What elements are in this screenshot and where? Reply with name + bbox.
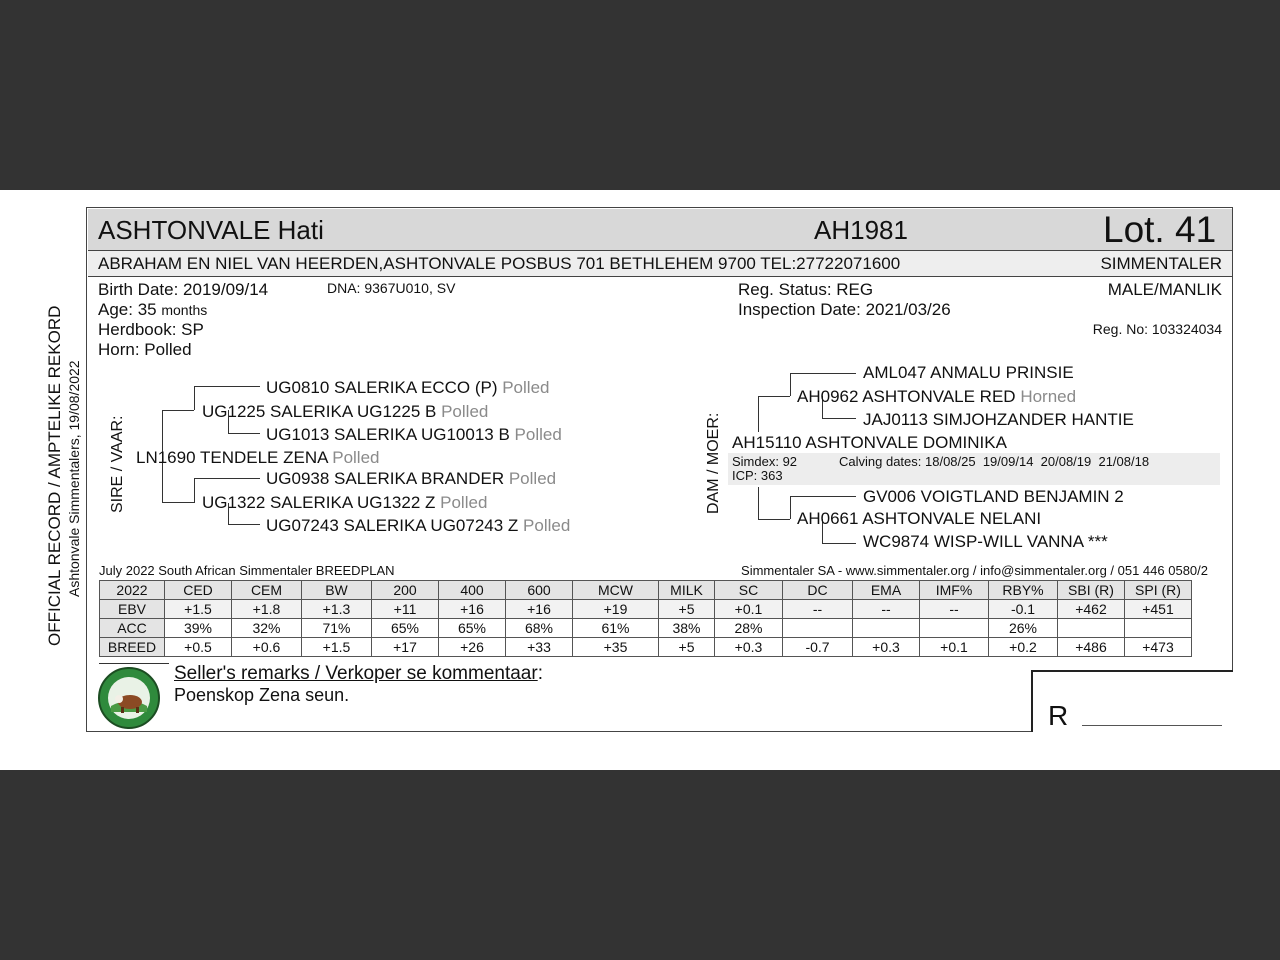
- table-cell: +11: [372, 600, 439, 619]
- horn-status: Polled: [508, 469, 557, 488]
- header-cell: BW: [302, 581, 372, 600]
- ebv-table: [99, 580, 1192, 657]
- dam-connector: [758, 396, 759, 432]
- table-cell: +1.5: [165, 600, 232, 619]
- header-cell: CEM: [232, 581, 302, 600]
- breed-name: SIMMENTALER: [1100, 254, 1222, 273]
- record-source: Ashtonvale Simmentalers, 19/08/2022: [66, 360, 82, 597]
- official-record-label: OFFICIAL RECORD / AMPTELIKE REKORD: [45, 305, 64, 646]
- table-cell: 68%: [506, 619, 573, 638]
- remarks-text: Poenskop Zena seun.: [174, 685, 350, 705]
- dam-connector: [822, 543, 856, 544]
- sire-name: [136, 448, 380, 468]
- dam-connector: [790, 496, 791, 519]
- sire-connector: [194, 478, 195, 503]
- header-cell: EMA: [853, 581, 920, 600]
- header-cell: SC: [715, 581, 783, 600]
- table-cell: 61%: [573, 619, 659, 638]
- lot-number: Lot. 41: [1103, 209, 1217, 250]
- age: [98, 300, 207, 320]
- calving-dates: Calving dates: 18/08/25 19/09/14 20/08/19 21/08/18: [839, 454, 1150, 469]
- dam-dam-sire: GV006 VOIGTLAND BENJAMIN 2: [863, 487, 1124, 506]
- table-header-row: [100, 581, 1192, 600]
- sire-sire-dam: [266, 425, 562, 445]
- dam-connector: [758, 487, 759, 519]
- animal-name: UG1225 SALERIKA UG1225 B: [202, 402, 437, 421]
- header-cell: SBI (R): [1058, 581, 1125, 600]
- owner-address: ABRAHAM EN NIEL VAN HEERDEN,ASHTONVALE POSBUS 701 BETHLEHEM 9700 TEL:27722071600: [98, 254, 901, 273]
- table-cell: +1.8: [232, 600, 302, 619]
- dam-connector: [758, 396, 790, 397]
- pedigree-card: [0, 190, 1280, 770]
- table-cell: 28%: [715, 619, 783, 638]
- sire-sire: [202, 402, 488, 422]
- table-row-acc: [100, 619, 1192, 638]
- table-cell: +5: [659, 600, 715, 619]
- table-cell: +1.5: [302, 638, 372, 657]
- table-cell: -0.1: [989, 600, 1058, 619]
- table-cell: [1125, 619, 1192, 638]
- dam-name: AH15110 ASHTONVALE DOMINIKA: [732, 433, 1007, 452]
- table-row-ebv: [100, 600, 1192, 619]
- table-cell: 26%: [989, 619, 1058, 638]
- table-cell: --: [920, 600, 989, 619]
- table-cell: +0.5: [165, 638, 232, 657]
- icp: ICP: 363: [732, 468, 783, 483]
- logo-divider: [99, 663, 169, 664]
- animal-id: AH1981: [814, 215, 908, 245]
- table-cell: +19: [573, 600, 659, 619]
- dam-connector: [790, 373, 791, 396]
- table-cell: +0.2: [989, 638, 1058, 657]
- table-cell: +26: [439, 638, 506, 657]
- table-cell: [853, 619, 920, 638]
- dam-connector: [758, 519, 790, 520]
- table-cell: [783, 619, 853, 638]
- remarks-heading: Seller's remarks / Verkoper se kommentaar: [174, 663, 538, 684]
- header-cell: 600: [506, 581, 573, 600]
- breedplan-contact: Simmentaler SA - www.simmentaler.org / info@simmentaler.org / 051 446 0580/2: [741, 563, 1208, 578]
- header-cell: RBY%: [989, 581, 1058, 600]
- dam-connector: [822, 418, 856, 419]
- remarks-title: [174, 663, 543, 685]
- row-header: BREED: [100, 638, 165, 657]
- dam-label: DAM / MOER:: [705, 412, 722, 514]
- table-cell: 32%: [232, 619, 302, 638]
- animal-name: UG1322 SALERIKA UG1322 Z: [202, 493, 436, 512]
- header-cell: MCW: [573, 581, 659, 600]
- price-entry-line[interactable]: [1082, 725, 1222, 726]
- table-cell: 65%: [439, 619, 506, 638]
- horn-status: Polled: [514, 425, 562, 444]
- dam-sire: [797, 387, 1076, 407]
- header-cell: DC: [783, 581, 853, 600]
- header-cell: 400: [439, 581, 506, 600]
- sire-connector: [228, 433, 260, 434]
- reg-number: Reg. No: 103324034: [1092, 321, 1222, 337]
- horn-status: Horned: [1020, 387, 1077, 406]
- table-cell: +16: [506, 600, 573, 619]
- table-cell: --: [783, 600, 853, 619]
- sire-dam-dam: [266, 516, 570, 536]
- inspection-date: Inspection Date: 2021/03/26: [738, 300, 951, 319]
- herdbook: Herdbook: SP: [98, 320, 204, 339]
- table-cell: +0.1: [715, 600, 783, 619]
- horn-status: Polled: [502, 378, 550, 397]
- table-cell: +486: [1058, 638, 1125, 657]
- table-cell: +473: [1125, 638, 1192, 657]
- table-cell: [1058, 619, 1125, 638]
- table-row-breed: [100, 638, 1192, 657]
- table-cell: 65%: [372, 619, 439, 638]
- animal-name: AH0962 ASHTONVALE RED: [797, 387, 1016, 406]
- table-cell: +0.3: [715, 638, 783, 657]
- table-cell: +451: [1125, 600, 1192, 619]
- dna-info: DNA: 9367U010, SV: [327, 280, 456, 296]
- row-header: EBV: [100, 600, 165, 619]
- header-cell: SPI (R): [1125, 581, 1192, 600]
- breedplan-caption: July 2022 South African Simmentaler BREEDPLAN: [99, 563, 395, 578]
- sire-dam-sire: [266, 469, 556, 489]
- table-cell: 38%: [659, 619, 715, 638]
- dam-sire-sire: AML047 ANMALU PRINSIE: [863, 363, 1074, 382]
- animal-name: UG07243 SALERIKA UG07243 Z: [266, 516, 519, 535]
- table-cell: --: [853, 600, 920, 619]
- dam-connector: [790, 373, 856, 374]
- sire-label: SIRE / VAAR:: [109, 415, 126, 513]
- dam-sire-dam: JAJ0113 SIMJOHZANDER HANTIE: [863, 410, 1134, 429]
- simdex: Simdex: 92: [732, 454, 798, 469]
- animal-name: LN1690 TENDELE ZENA: [136, 448, 328, 467]
- sire-connector: [194, 478, 260, 479]
- sire-connector: [162, 410, 194, 411]
- table-cell: +35: [573, 638, 659, 657]
- sire-connector: [194, 386, 195, 410]
- table-cell: +33: [506, 638, 573, 657]
- sire-connector: [194, 386, 260, 387]
- header-cell: CED: [165, 581, 232, 600]
- table-cell: +0.3: [853, 638, 920, 657]
- horn-status: Polled: [441, 402, 489, 421]
- age-unit: months: [161, 302, 208, 318]
- table-cell: +462: [1058, 600, 1125, 619]
- sire-dam: [202, 493, 487, 513]
- remarks-colon: :: [537, 663, 543, 684]
- table-cell: +5: [659, 638, 715, 657]
- table-cell: +1.3: [302, 600, 372, 619]
- table-cell: [920, 619, 989, 638]
- horn-status: Polled: [523, 516, 571, 535]
- birth-date: Birth Date: 2019/09/14: [98, 280, 269, 299]
- price-currency: R: [1048, 700, 1069, 731]
- reg-status: Reg. Status: REG: [738, 280, 874, 299]
- horn-status: Polled: [332, 448, 380, 467]
- dam-connector: [790, 496, 856, 497]
- dam-dam: AH0661 ASHTONVALE NELANI: [797, 509, 1042, 528]
- row-header: ACC: [100, 619, 165, 638]
- animal-name: UG0938 SALERIKA BRANDER: [266, 469, 505, 488]
- header-cell: MILK: [659, 581, 715, 600]
- horn-status: Horn: Polled: [98, 340, 192, 359]
- animal-name: UG1013 SALERIKA UG10013 B: [266, 425, 510, 444]
- header-cell: 2022: [100, 581, 165, 600]
- table-cell: +16: [439, 600, 506, 619]
- age-value: Age: 35: [98, 300, 157, 319]
- table-cell: +0.1: [920, 638, 989, 657]
- simmentaler-logo-icon: [97, 666, 161, 730]
- table-cell: 71%: [302, 619, 372, 638]
- sire-sire-sire: [266, 378, 549, 398]
- header-cell: IMF%: [920, 581, 989, 600]
- header-cell: 200: [372, 581, 439, 600]
- animal-name: UG0810 SALERIKA ECCO (P): [266, 378, 498, 397]
- table-cell: 39%: [165, 619, 232, 638]
- sire-connector: [228, 524, 260, 525]
- table-cell: +0.6: [232, 638, 302, 657]
- sex: MALE/MANLIK: [1107, 280, 1222, 299]
- sire-connector: [162, 502, 194, 503]
- table-cell: -0.7: [783, 638, 853, 657]
- table-cell: +17: [372, 638, 439, 657]
- dam-dam-dam: WC9874 WISP-WILL VANNA ***: [863, 532, 1108, 551]
- animal-name: ASHTONVALE Hati: [98, 215, 324, 245]
- horn-status: Polled: [440, 493, 488, 512]
